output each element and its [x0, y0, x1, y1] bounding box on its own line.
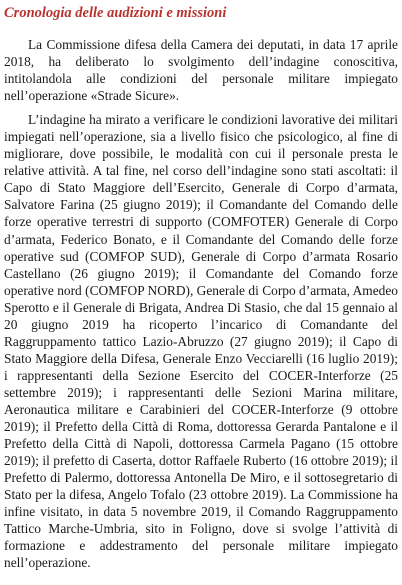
paragraph-intro: La Commissione difesa della Camera dei deputati, in data 17 aprile 2018, ha deliberato lo svolgimento dell’indagine conoscitiva, intitolandola alle condizioni del personale militare impiegato nell’operazione «Strade Sicure». [4, 37, 398, 104]
section-heading: Cronologia delle audizioni e missioni [4, 5, 227, 21]
paragraph-hearings: L’indagine ha mirato a verificare le condizioni lavorative dei militari impiegati nell’operazione, sia a livello fisico che psicologico, al fine di migliorare, dove possibile, le modalità con cui il personale presta le relative attività. A tal fine, nel corso dell’indagine sono stati ascoltati: il Capo di Stato Maggiore dell’Esercito, Generale di Corpo d’armata, Salvatore Farina (25 giugno 2019); il Comandante del Comando delle forze operative terrestri di supporto (COMFOTER) Generale di Corpo d’armata, Federico Bonato, e il Comandante del Comando delle forze operative sud (COMFOP SUD), Generale di Corpo d’armata Rosario Castellano (26 giugno 2019); il Comandante del Comando forze operative nord (COMFOP NORD), Generale di Corpo d’armata, Amedeo Sperotto e il Generale di Brigata, Andrea Di Stasio, che dal 15 gennaio al 20 giugno 2019 ha ricoperto l’incarico di Comandante del Raggruppamento tattico Lazio-Abruzzo (27 giugno 2019); il Capo di Stato Maggiore della Difesa, Generale Enzo Vecciarelli (16 luglio 2019); i rappresentanti della Sezione Esercito del COCER-Interforze (25 settembre 2019); i rappresentanti delle Sezioni Marina militare, Aeronautica militare e Carabinieri del COCER-Interforze (9 ottobre 2019); il Prefetto della Città di Roma, dottoressa Gerarda Pantalone e il Prefetto della Città di Napoli, dottoressa Carmela Pagano (15 ottobre 2019); il prefetto di Caserta, dottor Raffaele Ruberto (16 ottobre 2019); il Prefetto di Palermo, dottoressa Antonella De Miro, e il sottosegretario di Stato per la difesa, Angelo Tofalo (23 ottobre 2019). La Commissione ha infine visitato, in data 5 novembre 2019, il Comando Raggruppamento Tattico Marche-Umbria, sito in Foligno, dove si svolge l’attività di formazione e addestramento del personale militare impiegato nell’operazione. [4, 112, 398, 571]
